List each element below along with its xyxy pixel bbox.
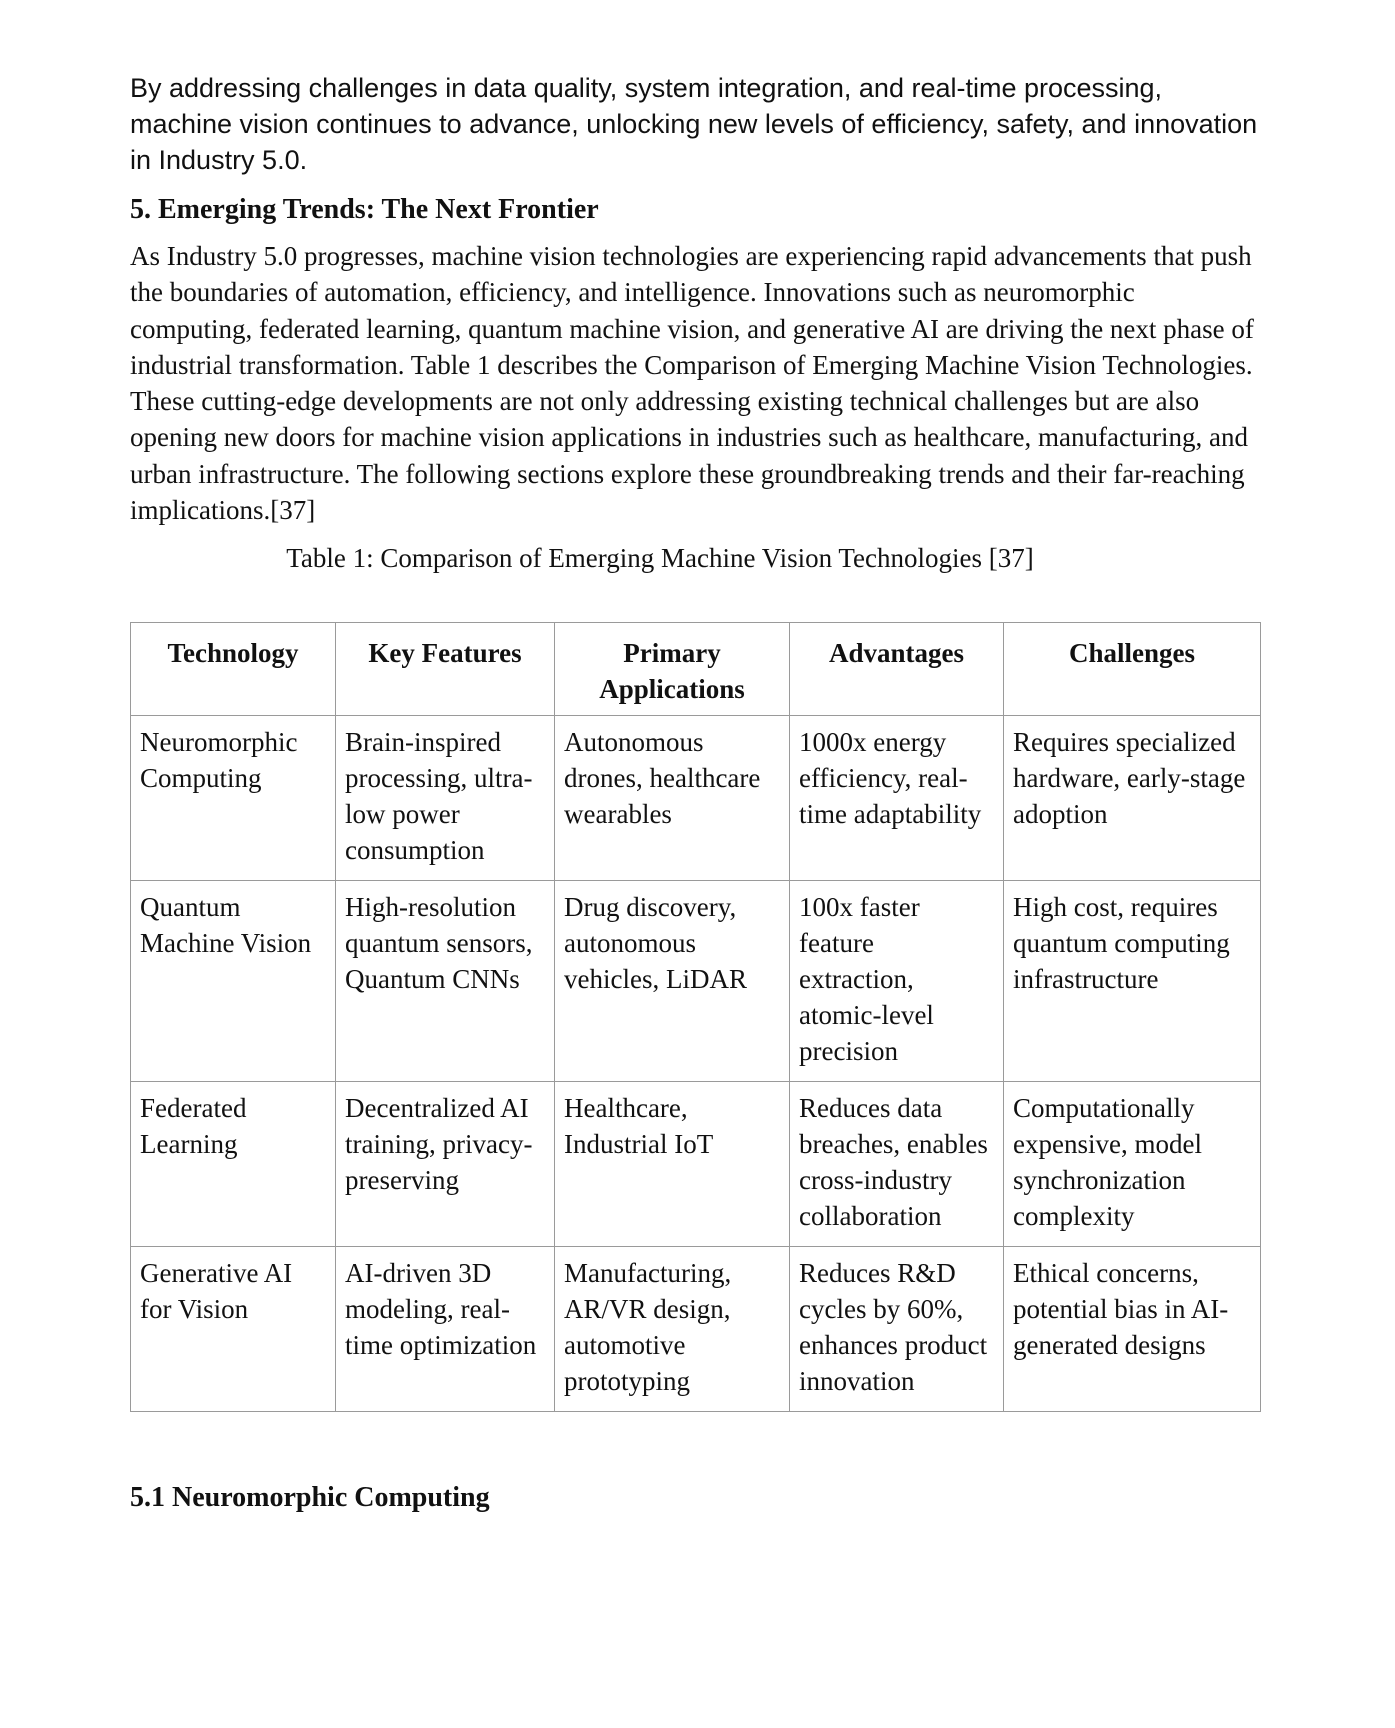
cell-challenges: Computationally expensive, model synchronization complexity bbox=[1004, 1082, 1261, 1247]
header-challenges: Challenges bbox=[1004, 623, 1261, 716]
table-row bbox=[131, 716, 1261, 881]
table-row bbox=[131, 881, 1261, 1082]
cell-key-features: Brain-inspired processing, ultra-low power consumption bbox=[336, 716, 555, 881]
cell-challenges: Requires specialized hardware, early-stage adoption bbox=[1004, 716, 1261, 881]
subsection-heading: 5.1 Neuromorphic Computing bbox=[130, 1482, 490, 1514]
cell-advantages: 100x faster feature extraction, atomic-level precision bbox=[790, 881, 1004, 1082]
section-paragraph: As Industry 5.0 progresses, machine vision technologies are experiencing rapid advancements that push the boundaries of automation, efficiency, and intelligence. Innovations such as neuromorphic computing, federated learning, quantum machine vision, and generative AI are driving the next phase of industrial transformation. Table 1 describes the Comparison of Emerging Machine Vision Technologies. These cutting-edge developments are not only addressing existing technical challenges but are also opening new doors for machine vision applications in industries such as healthcare, manufacturing, and urban infrastructure. The following sections explore these groundbreaking trends and their far-reaching implications.[37] bbox=[130, 241, 1254, 526]
cell-key-features: Decentralized AI training, privacy-preserving bbox=[336, 1082, 555, 1247]
cell-technology: Federated Learning bbox=[131, 1082, 336, 1247]
table-header-row bbox=[131, 623, 1261, 716]
table-row bbox=[131, 1082, 1261, 1247]
cell-primary-applications: Autonomous drones, healthcare wearables bbox=[555, 716, 790, 881]
cell-advantages: 1000x energy efficiency, real-time adaptability bbox=[790, 716, 1004, 881]
cell-primary-applications: Healthcare, Industrial IoT bbox=[555, 1082, 790, 1247]
cell-challenges: Ethical concerns, potential bias in AI-generated designs bbox=[1004, 1247, 1261, 1412]
cell-key-features: AI-driven 3D modeling, real-time optimization bbox=[336, 1247, 555, 1412]
cell-primary-applications: Manufacturing, AR/VR design, automotive prototyping bbox=[555, 1247, 790, 1412]
cell-advantages: Reduces R&D cycles by 60%, enhances product innovation bbox=[790, 1247, 1004, 1412]
cell-advantages: Reduces data breaches, enables cross-industry collaboration bbox=[790, 1082, 1004, 1247]
cell-technology: Generative AI for Vision bbox=[131, 1247, 336, 1412]
intro-paragraph: By addressing challenges in data quality, system integration, and real-time processing, machine vision continues to advance, unlocking new levels of efficiency, safety, and innovation in Industry 5.0. bbox=[130, 73, 1258, 175]
header-advantages: Advantages bbox=[790, 623, 1004, 716]
document-page bbox=[130, 70, 1260, 1516]
header-primary-applications: Primary Applications bbox=[555, 623, 790, 716]
table-row bbox=[131, 1247, 1261, 1412]
cell-primary-applications: Drug discovery, autonomous vehicles, LiDAR bbox=[555, 881, 790, 1082]
cell-challenges: High cost, requires quantum computing infrastructure bbox=[1004, 881, 1261, 1082]
cell-technology: Quantum Machine Vision bbox=[131, 881, 336, 1082]
comparison-table bbox=[130, 622, 1261, 1412]
header-key-features: Key Features bbox=[336, 623, 555, 716]
table-caption: Table 1: Comparison of Emerging Machine Vision Technologies [37] bbox=[286, 543, 1034, 574]
section-heading: 5. Emerging Trends: The Next Frontier bbox=[130, 194, 599, 225]
header-technology: Technology bbox=[131, 623, 336, 716]
cell-technology: Neuromorphic Computing bbox=[131, 716, 336, 881]
cell-key-features: High-resolution quantum sensors, Quantum CNNs bbox=[336, 881, 555, 1082]
